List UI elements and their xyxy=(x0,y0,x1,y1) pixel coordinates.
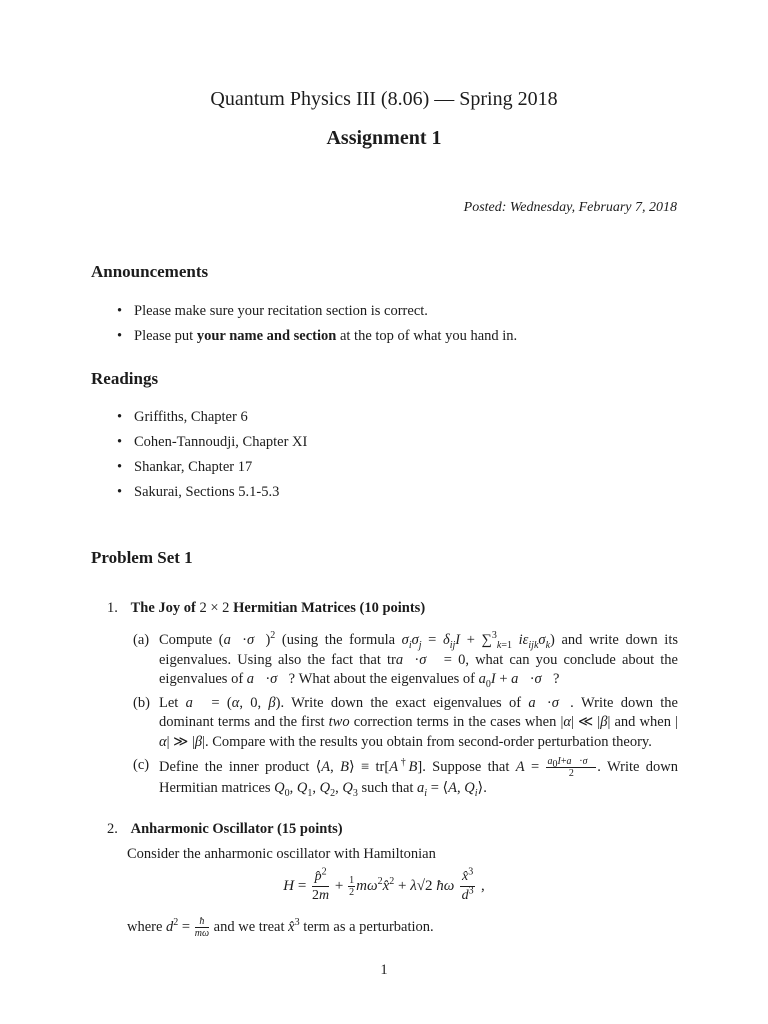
list-item: • Shankar, Chapter 17 xyxy=(117,459,253,475)
problem-2-title: Anharmonic Oscillator (15 points) xyxy=(130,821,343,837)
emphasis-text: your name and section xyxy=(196,328,337,344)
problem-1-header: 1. The Joy of 2 × 2 Hermitian Matrices (10 points) xyxy=(107,600,426,616)
part-a: (a) Compute (a⃗·σ⃗)$^2$ (using the formula $\sigma_i\sigma_j = \delta_{ij}I + \sum^3_{k=1}$ $i\varepsilon_{ijk}\sigma_k$) and write down its eigenvalues. Using also the fact that tra⃗·σ⃗ = 0, what can you conclude about the eigenvalues of a⃗·σ⃗? What about the eigenvalues of $a_0I$ + a⃗·σ⃗? xyxy=(133,630,679,690)
bullet-icon: • xyxy=(117,328,123,344)
announcements-heading: Announcements xyxy=(91,262,209,281)
problem-2-intro: Consider the anharmonic oscillator with Hamiltonian xyxy=(127,846,436,862)
assignment-title: Assignment 1 xyxy=(326,127,442,149)
list-item: • Griffiths, Chapter 6 xyxy=(117,409,248,425)
page-number: 1 xyxy=(380,962,388,978)
problem-2-header: 2. Anharmonic Oscillator (15 points) xyxy=(107,821,343,837)
bullet-icon: • xyxy=(117,484,123,500)
announcements-list xyxy=(117,302,517,352)
part-b: (b) Let a⃗ = (α, 0, β). Write down the exact eigenvalues of a⃗·σ⃗. Write down the dominant terms and the first two correction terms in the cases when |α| ≪ |β| and when |α| ≫ |β|. Compare with the results you obtain from second-order perturbation theory. xyxy=(133,694,678,750)
bullet-icon: • xyxy=(117,409,123,425)
list-item: • Cohen-Tannoudji, Chapter XI xyxy=(117,434,308,450)
hamiltonian-equation: H = $\frac{p̂^2}{2m}$ + $\frac{1}{2}$ $m\omega^2x̂^2 + \lambda√2$ ħω $\frac{x̂^3}{d^3}$ , xyxy=(283,866,485,903)
problem-1-parts xyxy=(133,631,678,803)
problem-set-heading: Problem Set 1 xyxy=(91,548,193,567)
part-c: (c) Define the inner product ⟨A, B⟩ ≡ tr[A†B]. Suppose that A = $\frac{a_0I+a⃗\cdot\sigma⃗}{2}$ . Write down Hermitian matrices $Q_0$, $Q_1$, $Q_2$, $Q_3$ such that $a_i$ = ⟨A, $Q_i⟩$. xyxy=(133,756,678,799)
readings-heading: Readings xyxy=(91,369,159,388)
list-item: • Please make sure your recitation section is correct. xyxy=(117,303,428,319)
list-item: • Please put your name and section at the top of what you hand in. xyxy=(117,328,518,344)
list-item: • Sakurai, Sections 5.1-5.3 xyxy=(117,484,280,500)
problem-2-where: where $d^2$ = $\frac{ħ}{m\omega}$ and we treat x̂$^3$ term as a perturbation. xyxy=(127,916,434,939)
bullet-icon: • xyxy=(117,459,123,475)
bullet-icon: • xyxy=(117,434,123,450)
course-title: Quantum Physics III (8.06) — Spring 2018 xyxy=(210,88,558,110)
bullet-icon: • xyxy=(117,303,123,319)
readings-list xyxy=(117,408,307,508)
problem-1-title: The Joy of 2 × 2 Hermitian Matrices (10 points) xyxy=(130,600,426,616)
posted-date: Posted: Wednesday, February 7, 2018 xyxy=(463,200,677,215)
